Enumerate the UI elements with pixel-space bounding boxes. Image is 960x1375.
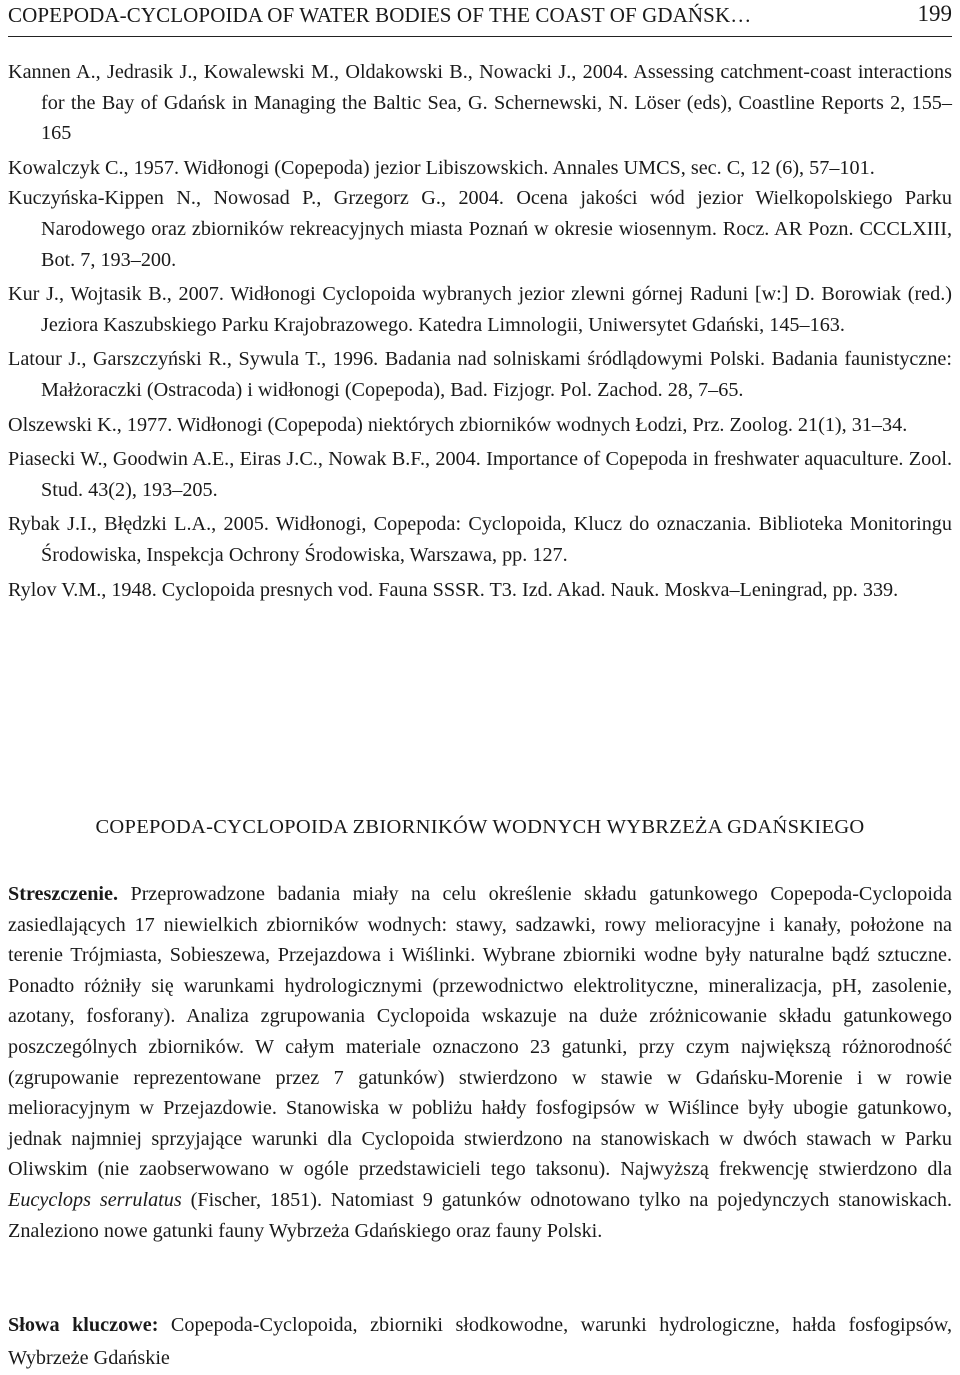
abstract (8, 879, 952, 1246)
reference-item: Rylov V.M., 1948. Cyclopoida presnych vod. Fauna SSSR. T3. Izd. Akad. Nauk. Moskva–Leningrad, pp. 339. (8, 578, 899, 601)
abstract-label: Streszczenie. (8, 883, 119, 905)
reference-item: Kowalczyk C., 1957. Widłonogi (Copepoda) jezior Libiszowskich. Annales UMCS, sec. C, 12 (6), 57–101. (8, 156, 875, 179)
abstract-text: Przeprowadzone badania miały na celu określenie składu gatunkowego Copepoda-Cyclopoida zasiedlających 17 niewielkich zbiorników wodnych: stawy, sadzawki, rowy melioracyjne i kanały, położone na terenie Trójmiasta, Sobieszewa, Przejazdowa i Wiślinki. Wybrane zbiorniki wodne były naturalne bądź sztuczne. Ponadto różniły się warunkami hydrologicznymi (przewodnictwo elektrolityczne, mineralizacja, pH, zasolenie, azotany, fosforany). Analiza zgrupowania Cyclopoida wskazuje na duże zróżnicowanie składu gatunkowego poszczególnych zbiorników. W całym materiale oznaczono 23 gatunki, przy czym największą różnorodność (zgrupowanie reprezentowane przez 7 gatunków) stwierdzono w stawie w Gdańsku-Morenie i w rowie melioracyjnym w Przejazdowie. Stanowiska w pobliżu hałdy fosfogipsów w Wiślince były ubogie gatunkowo, jednak najmniej sprzyjające warunki dla Cyclopoida stwierdzono na stanowiskach w dwóch stawach w Parku Oliwskim (nie zaobserwowano w ogóle przedstawicieli tego taksonu). Najwyższą frekwencję stwierdzono dla (8, 883, 952, 1181)
abstract-text-continued: (Fischer, 1851). Natomiast 9 gatunków odnotowano tylko na pojedynczych stanowiskach. Znaleziono nowe gatunki fauny Wybrzeża Gdańskiego oraz fauny Polski. (8, 1188, 953, 1242)
running-header (8, 0, 952, 37)
reference-list (8, 57, 952, 609)
page-number: 199 (917, 1, 952, 26)
keywords (8, 1309, 952, 1375)
summary-title: COPEPODA-CYCLOPOIDA ZBIORNIKÓW WODNYCH WYBRZEŻA GDAŃSKIEGO (95, 816, 865, 838)
reference-item: Kannen A., Jedrasik J., Kowalewski M., Oldakowski B., Nowacki J., 2004. Assessing catchment-coast interactions for the Bay of Gdańsk in Managing the Baltic Sea, G. Schernewski, N. Löser (eds), Coastline Reports 2, 155–165 (8, 61, 952, 145)
reference-item: Kuczyńska-Kippen N., Nowosad P., Grzegorz G., 2004. Ocena jakości wód jezior Wielkopolskiego Parku Narodowego oraz zbiorników rekreacyjnych miasta Poznań w okresie wiosennym. Rocz. AR Pozn. CCCLXIII, Bot. 7, 193–200. (8, 187, 952, 271)
reference-item: Piasecki W., Goodwin A.E., Eiras J.C., Nowak B.F., 2004. Importance of Copepoda in freshwater aquaculture. Zool. Stud. 43(2), 193–205. (8, 448, 952, 501)
running-title: COPEPODA-CYCLOPOIDA OF WATER BODIES OF THE COAST OF GDAŃSK… (8, 3, 752, 27)
keywords-text: Copepoda-Cyclopoida, zbiorniki słodkowodne, warunki hydrologiczne, hałda fosfogipsów, Wybrzeże Gdańskie (8, 1314, 952, 1369)
reference-item: Latour J., Garszczyński R., Sywula T., 1996. Badania nad solniskami śródlądowymi Polski. Badania faunistyczne: Małżoraczki (Ostracoda) i widłonogi (Copepoda), Bad. Fizjogr. Pol. Zachod. 28, 7–65. (8, 348, 952, 401)
reference-item: Kur J., Wojtasik B., 2007. Widłonogi Cyclopoida wybranych jezior zlewni górnej Raduni [w:] D. Borowiak (red.) Jeziora Kaszubskiego Parku Krajobrazowego. Katedra Limnologii, Uniwersytet Gdański, 145–163. (8, 283, 952, 336)
species-name: Eucyclops serrulatus (8, 1188, 182, 1211)
reference-item: Olszewski K., 1977. Widłonogi (Copepoda) niektórych zbiorników wodnych Łodzi, Prz. Zoolog. 21(1), 31–34. (8, 413, 908, 436)
keywords-label: Słowa kluczowe: (8, 1314, 159, 1336)
reference-item: Rybak J.I., Błędzki L.A., 2005. Widłonogi, Copepoda: Cyclopoida, Klucz do oznaczania. Biblioteka Monitoringu Środowiska, Inspekcja Ochrony Środowiska, Warszawa, pp. 127. (8, 513, 952, 566)
